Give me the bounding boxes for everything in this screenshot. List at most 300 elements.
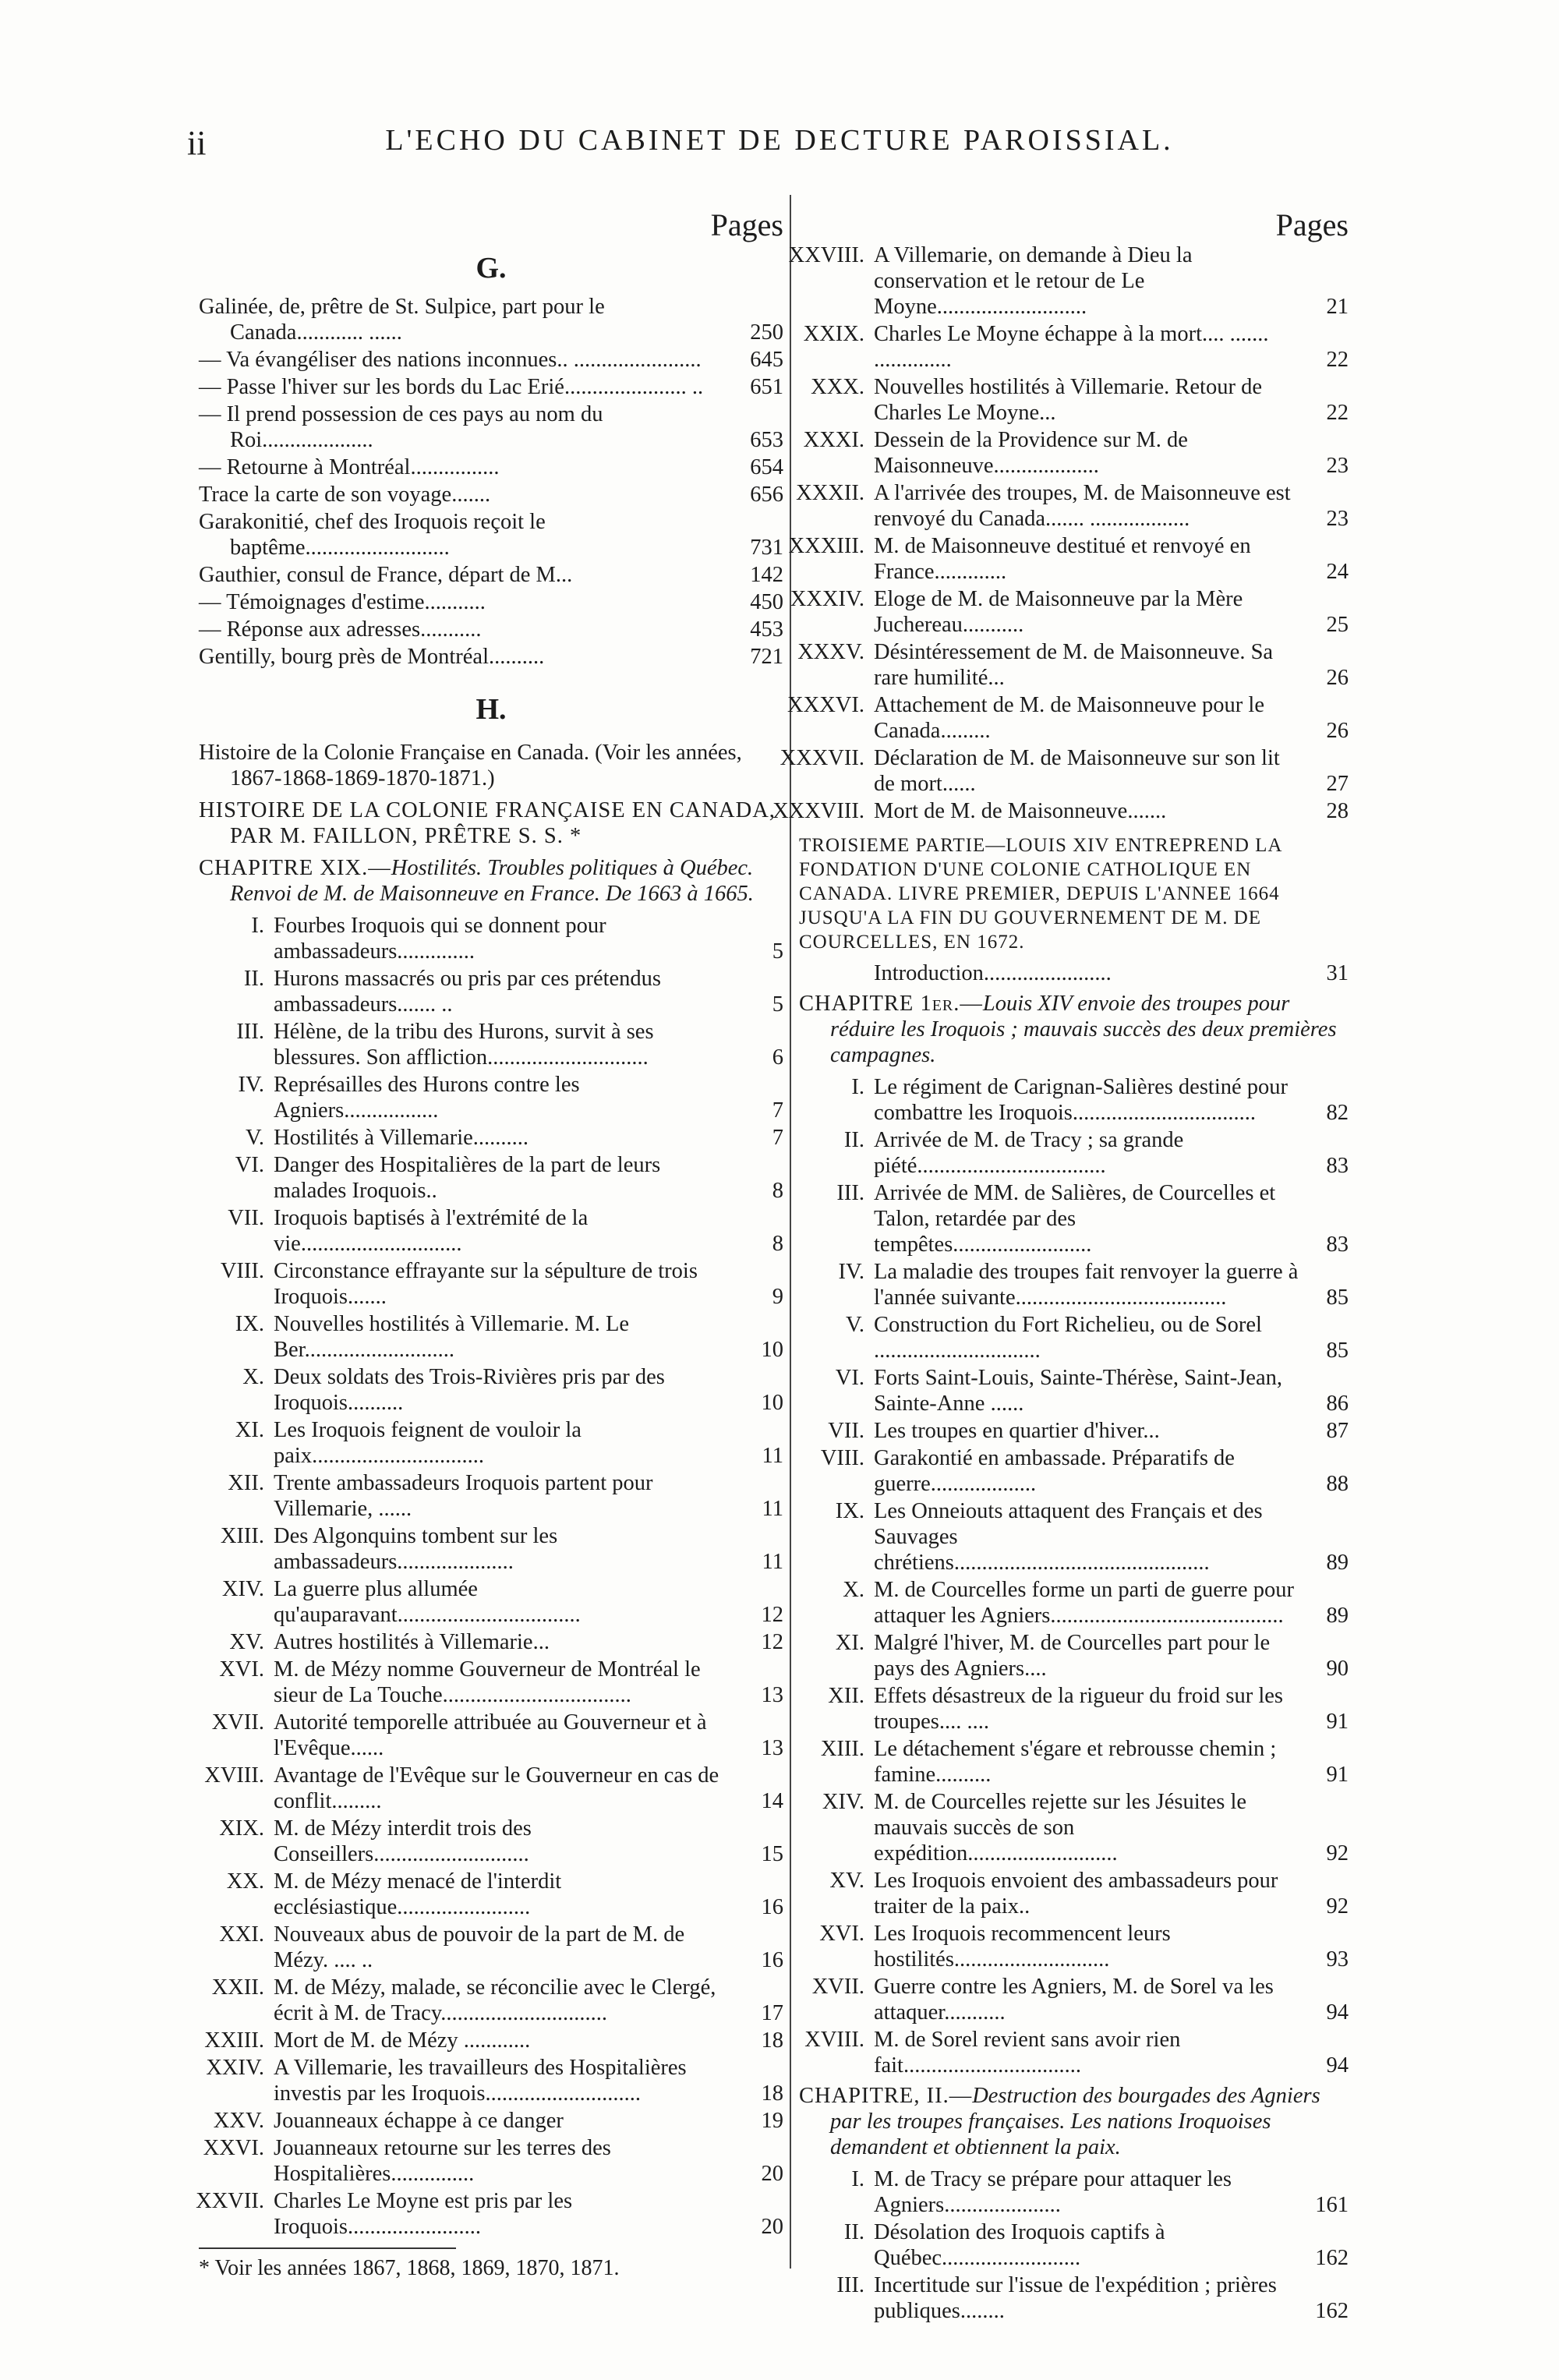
entry-title: — Va évangéliser des nations inconnues.. ....................... [199, 348, 702, 372]
entry-number: VII. [228, 1206, 264, 1230]
page-number: ii [187, 124, 207, 162]
entry-number: XIX. [219, 1816, 264, 1841]
entry-number: XVIII. [204, 1763, 264, 1788]
entry-number: I. [851, 1075, 864, 1099]
entry-text [799, 2166, 1299, 2218]
entry-number: V. [845, 1313, 864, 1337]
index-entry [199, 1417, 783, 1469]
index-entry [199, 294, 783, 345]
entry-title: Eloge de M. de Maisonneuve par la Mère Juchereau........... [874, 587, 1243, 637]
entry-number: XXXV. [797, 640, 864, 664]
entry-text [799, 1974, 1299, 2025]
entry-page: 12 [761, 1630, 783, 1654]
entry-title: Hélène, de la tribu des Hurons, survit à ses blessures. Son affliction............................. [274, 1020, 654, 1070]
entry-text [772, 798, 1299, 824]
entry-text [199, 2028, 734, 2053]
index-entry [199, 1710, 783, 1761]
column-divider [790, 195, 791, 2269]
entry-text [799, 1418, 1299, 1444]
chapter-summary: Hostilités. Troubles politiques à Québec. Renvoi de M. de Maisonneuve en France. De 1663 à 1665. [230, 856, 754, 906]
entry-number: II. [843, 2220, 864, 2244]
entry-text [199, 454, 734, 480]
entry-page: 11 [762, 1497, 783, 1521]
entry-title: A l'arrivée des troupes, M. de Maisonneuve est renvoyé du Canada....... .................. [874, 481, 1291, 531]
entry-page: 86 [1326, 1392, 1349, 1416]
entry-page: 653 [750, 428, 783, 452]
entry-page: 13 [761, 1683, 783, 1707]
entry-text [799, 1868, 1299, 1919]
section-letter-h: H. [475, 693, 507, 726]
entry-page: 16 [761, 1948, 783, 1972]
entry-title: Iroquois baptisés à l'extrémité de la vie............................. [274, 1206, 589, 1256]
entry-text [199, 617, 734, 642]
entry-text [799, 374, 1299, 426]
entry-title: Dessein de la Providence sur M. de Maisonneuve................... [874, 428, 1188, 478]
entry-page: 7 [772, 1126, 783, 1150]
entry-text [199, 1576, 734, 1628]
entry-page: 91 [1326, 1763, 1349, 1787]
entry-text: Introduction....................... [874, 961, 1112, 985]
entry-number: XI. [235, 1418, 264, 1442]
entry-page: 12 [761, 1603, 783, 1627]
index-entry [788, 242, 1349, 320]
left-column [196, 207, 783, 2282]
running-title: L'ECHO DU CABINET DE DECTURE PAROISSIAL. [385, 124, 1174, 157]
index-entry [799, 2166, 1349, 2218]
entry-text [199, 1258, 734, 1310]
entry-text [199, 1816, 734, 1867]
entry-title: Le régiment de Carignan-Salières destiné pour combattre les Iroquois................................. [874, 1075, 1289, 1125]
index-entry [799, 1365, 1349, 1416]
entry-text [199, 2055, 734, 2106]
chapter-xix-items [196, 913, 783, 2240]
chapter-summary: Louis XIV envoie des troupes pour réduire les Iroquois ; mauvais succès des deux premières campagnes. [830, 992, 1337, 1067]
entry-title: Autres hostilités à Villemarie... [274, 1630, 550, 1654]
entry-title: Galinée, de, prêtre de St. Sulpice, part pour le Canada............ ...... [199, 295, 605, 345]
entry-number: XXV. [213, 2109, 264, 2133]
entry-text [799, 2219, 1299, 2271]
entry-title: Jouanneaux échappe à ce danger [274, 2109, 564, 2133]
entry-number: XV. [229, 1630, 264, 1654]
entry-title: M. de Mézy menacé de l'interdit ecclésiastique........................ [274, 1869, 562, 1919]
entry-text [799, 2027, 1299, 2078]
entry-page: 15 [761, 1842, 783, 1866]
index-entry [199, 347, 783, 373]
index-entry [199, 509, 783, 561]
entry-text [199, 1125, 734, 1151]
entry-number: XXVII. [196, 2189, 264, 2213]
entry-number: VI. [235, 1153, 264, 1177]
entry-title: Guerre contre les Agniers, M. de Sorel va les attaquer........... [874, 1975, 1274, 2025]
entry-number: XXIV. [206, 2056, 264, 2080]
entry-page: 31 [1326, 961, 1349, 985]
entry-number: XXII. [211, 1975, 264, 2000]
entry-page: 28 [1326, 799, 1349, 823]
entry-title: Déclaration de M. de Maisonneuve sur son lit de mort...... [874, 746, 1280, 796]
entry-page: 20 [761, 2162, 783, 2186]
entry-title: — Retourne à Montréal................ [199, 455, 500, 479]
entry-number: IV. [238, 1073, 264, 1097]
entry-page: 82 [1326, 1101, 1349, 1125]
chapter-2-items [799, 2166, 1349, 2324]
index-entry [199, 454, 783, 480]
entry-text [796, 480, 1299, 532]
entry-title: Charles Le Moyne est pris par les Iroquois........................ [274, 2189, 573, 2239]
entry-number: XXX. [811, 375, 864, 399]
entry-title: Arrivée de MM. de Salières, de Courcelles et Talon, retardée par des tempêtes......................... [874, 1181, 1276, 1257]
index-entry [199, 2055, 783, 2106]
chapter-summary: Destruction des bourgades des Agniers par les troupes françaises. Les nations Iroquoises demandent et obtiennent la paix. [830, 2084, 1320, 2159]
index-entry [199, 1470, 783, 1522]
entry-number: XVI. [819, 1922, 864, 1946]
entry-title: Représailles des Hurons contre les Agniers................. [274, 1073, 580, 1123]
index-entry [199, 589, 783, 615]
entry-title: Gauthier, consul de France, départ de M... [199, 563, 573, 587]
entry-number: XIV. [221, 1577, 264, 1601]
entry-title: M. de Courcelles rejette sur les Jésuites le mauvais succès de son expédition........................... [874, 1790, 1247, 1865]
entry-title: Avantage de l'Evêque sur le Gouverneur en cas de conflit......... [274, 1763, 719, 1813]
index-entry [199, 1922, 783, 1973]
entry-title: A Villemarie, on demande à Dieu la conservation et le retour de Le Moyne........................... [874, 243, 1193, 319]
entry-title: Mort de M. de Mézy ............ [274, 2028, 531, 2053]
entry-number: X. [242, 1365, 264, 1389]
index-entry [799, 1498, 1349, 1575]
entry-title: La guerre plus allumée qu'auparavant................................. [274, 1577, 581, 1627]
entry-page: 721 [750, 645, 783, 669]
entry-page: 250 [750, 320, 783, 345]
entry-text [199, 1205, 734, 1257]
entry-page: 450 [750, 590, 783, 614]
index-entry [799, 1736, 1349, 1788]
index-entry [799, 2272, 1349, 2324]
entry-number: XV. [829, 1869, 864, 1893]
entry-number: XXVIII. [788, 243, 864, 267]
index-entry [199, 1125, 783, 1151]
entry-page: 90 [1326, 1657, 1349, 1681]
entry-title: Hostilités à Villemarie.......... [274, 1126, 529, 1150]
entry-page: 25 [1326, 613, 1349, 637]
entry-page: 91 [1326, 1710, 1349, 1734]
entry-text [788, 242, 1299, 320]
section-letter-g: G. [475, 252, 507, 285]
index-entry [199, 966, 783, 1017]
index-entry [788, 533, 1349, 585]
index-entry [799, 427, 1349, 479]
entry-title: Danger des Hospitalières de la part de leurs malades Iroquois.. [274, 1153, 661, 1203]
entry-page: 22 [1326, 401, 1349, 425]
entry-title: Nouvelles hostilités à Villemarie. M. Le Ber........................... [274, 1312, 630, 1362]
entry-page: 656 [750, 483, 783, 507]
entry-page: 16 [761, 1895, 783, 1919]
entry-page: 87 [1326, 1419, 1349, 1443]
entry-page: 645 [750, 348, 783, 372]
entry-page: 23 [1326, 454, 1349, 478]
entry-text [199, 482, 734, 507]
pages-label: Pages [710, 207, 783, 242]
entry-text [199, 1523, 734, 1575]
entry-number: V. [245, 1126, 264, 1150]
entry-page: 26 [1326, 666, 1349, 690]
entry-page: 5 [772, 992, 783, 1017]
footnote: * Voir les années 1867, 1868, 1869, 1870, 1871. [199, 2256, 620, 2280]
entry-page: 8 [772, 1232, 783, 1256]
entry-page: 14 [761, 1789, 783, 1813]
entry-number: VIII. [220, 1259, 264, 1283]
index-entry [199, 1072, 783, 1123]
index-entry [772, 798, 1349, 824]
entry-text [199, 347, 734, 373]
entry-text [799, 1180, 1299, 1257]
entry-title: M. de Mézy nomme Gouverneur de Montréal le sieur de La Touche.................................. [274, 1657, 701, 1707]
entry-title: M. de Mézy, malade, se réconcilie avec le Clergé, écrit à M. de Tracy.............................. [274, 1975, 716, 2025]
chapter-xix-items-continued [772, 242, 1349, 824]
index-entry [199, 617, 783, 642]
entry-text [199, 1417, 734, 1469]
entry-text [199, 401, 734, 453]
entry-number: XII. [828, 1684, 864, 1708]
index-entry [799, 1577, 1349, 1629]
entry-text [799, 1577, 1299, 1629]
entry-text [799, 1630, 1299, 1682]
entry-title: Désintéressement de M. de Maisonneuve. Sa rare humilité... [874, 640, 1274, 690]
entry-number: III. [236, 1020, 264, 1044]
entry-number: VI. [835, 1366, 864, 1390]
entry-number: XX. [226, 1869, 264, 1894]
entry-title: Incertitude sur l'issue de l'expédition ; prières publiques........ [874, 2273, 1277, 2323]
entry-page: 7 [772, 1098, 783, 1123]
entry-number: XXIII. [204, 2028, 264, 2053]
entry-title: Le détachement s'égare et rebrousse chemin ; famine.......... [874, 1737, 1277, 1787]
entry-number: III. [836, 2273, 864, 2297]
entry-title: Fourbes Iroquois qui se donnent pour ambassadeurs.............. [274, 914, 606, 964]
entry-number: XXXVII. [780, 746, 864, 770]
entry-number: IV. [838, 1260, 864, 1284]
entry-page: 26 [1326, 719, 1349, 743]
entry-number: II. [843, 1128, 864, 1152]
entry-text [787, 692, 1299, 744]
entry-title: Les Onneiouts attaquent des Français et des Sauvages chrétiens.............................................. [874, 1499, 1263, 1575]
entry-text [199, 589, 734, 615]
entry-title: Trace la carte de son voyage....... [199, 483, 491, 507]
chapter-1-items [799, 1074, 1349, 2078]
entry-number: XXXI. [803, 428, 864, 452]
entry-title: Garakonitié, chef des Iroquois reçoit le baptême.......................... [199, 510, 546, 560]
entry-text [799, 1445, 1299, 1497]
entry-title: Jouanneaux retourne sur les terres des Hospitalières............... [274, 2136, 611, 2186]
entry-number: I. [251, 914, 264, 938]
introduction-entry [799, 960, 1349, 986]
index-entry [799, 1974, 1349, 2025]
entry-page: 92 [1326, 1841, 1349, 1865]
entry-title: M. de Courcelles forme un parti de guerre pour attaquer les Agniers.......................................... [874, 1578, 1294, 1628]
entry-title: Des Algonquins tombent sur les ambassadeurs..................... [274, 1524, 558, 1574]
entry-text [799, 639, 1299, 691]
index-entry [199, 374, 783, 400]
entry-title: A Villemarie, les travailleurs des Hospitalières investis par les Iroquois............................ [274, 2056, 687, 2106]
index-entry [199, 1311, 783, 1363]
index-entry [199, 401, 783, 453]
chapter-label: CHAPITRE, II.— [799, 2084, 973, 2108]
entry-page: 19 [761, 2109, 783, 2133]
entry-title: La maladie des troupes fait renvoyer la guerre à l'année suivante...................................... [874, 1260, 1299, 1310]
index-entry [799, 1868, 1349, 1919]
entry-page: 88 [1326, 1472, 1349, 1496]
entry-title: Les Iroquois recommencent leurs hostilités............................ [874, 1922, 1171, 1972]
index-entry [199, 1152, 783, 1204]
index-g-list [199, 294, 783, 670]
index-entry [199, 1258, 783, 1310]
entry-text [788, 533, 1299, 585]
entry-page: 92 [1326, 1894, 1349, 1918]
page-header [0, 123, 1559, 170]
entry-title: Les troupes en quartier d'hiver... [874, 1419, 1160, 1443]
entry-title: M. de Maisonneuve destitué et renvoyé en France............. [874, 534, 1251, 584]
index-entry [799, 1418, 1349, 1444]
h-intro: Histoire de la Colonie Française en Canada. (Voir les années, 1867-1868-1869-1870-1871.) [199, 741, 742, 790]
entry-text [199, 1152, 734, 1204]
entry-text [199, 562, 734, 588]
entry-text [199, 644, 734, 670]
entry-page: 83 [1326, 1154, 1349, 1178]
footnote-rule [199, 2247, 456, 2249]
entry-page: 18 [761, 2081, 783, 2106]
entry-number: XVII. [811, 1975, 864, 1999]
entry-text [799, 1074, 1299, 1126]
entry-page: 9 [772, 1285, 783, 1309]
entry-number: XII. [228, 1471, 264, 1495]
index-entry [199, 1523, 783, 1575]
entry-page: 94 [1326, 2000, 1349, 2025]
entry-text [199, 2135, 734, 2187]
index-entry [799, 321, 1349, 373]
index-entry [799, 374, 1349, 426]
index-entry [199, 1364, 783, 1416]
index-entry [799, 2219, 1349, 2271]
entry-number: I. [851, 2167, 864, 2191]
entry-page: 654 [750, 455, 783, 479]
entry-page: 18 [761, 2028, 783, 2053]
entry-text [199, 509, 734, 561]
entry-page: 731 [750, 536, 783, 560]
index-entry [799, 1259, 1349, 1310]
entry-text [799, 1312, 1299, 1363]
entry-page: 17 [761, 2001, 783, 2025]
entry-text [799, 1498, 1299, 1575]
entry-number: X. [843, 1578, 864, 1602]
entry-title: Gentilly, bourg près de Montréal.......... [199, 645, 545, 669]
index-entry [199, 1763, 783, 1814]
entry-text [199, 966, 734, 1017]
pages-label: Pages [1275, 207, 1349, 242]
entry-number: XXVI. [203, 2136, 264, 2160]
chapter-label: CHAPITRE XIX.— [199, 856, 391, 880]
entry-title: Mort de M. de Maisonneuve....... [874, 799, 1167, 823]
entry-number: XXXIV. [790, 587, 864, 611]
chapter-label: CHAPITRE 1er.— [799, 992, 983, 1016]
index-entry [799, 2027, 1349, 2078]
index-entry [799, 639, 1349, 691]
entry-title: Circonstance effrayante sur la sépulture de trois Iroquois....... [274, 1259, 698, 1309]
entry-text [199, 1869, 734, 1920]
entry-page: 89 [1326, 1551, 1349, 1575]
entry-number: XIII. [820, 1737, 864, 1761]
index-entry [799, 1789, 1349, 1866]
entry-title: M. de Mézy interdit trois des Conseillers............................ [274, 1816, 532, 1866]
entry-number: XXXII. [796, 481, 864, 505]
entry-number: XIV. [822, 1790, 864, 1814]
entry-text [196, 2188, 734, 2240]
entry-number: XI. [835, 1631, 864, 1655]
entry-text [199, 913, 734, 964]
entry-page: 651 [750, 375, 783, 399]
entry-number: VIII. [820, 1446, 864, 1470]
index-entry [196, 2188, 783, 2240]
entry-text [199, 294, 734, 345]
entry-text [799, 1789, 1299, 1866]
h-title: HISTOIRE DE LA COLONIE FRANÇAISE EN CANADA, PAR M. FAILLON, PRÊTRE S. S. * [199, 798, 776, 848]
entry-page: 13 [761, 1736, 783, 1760]
entry-title: Deux soldats des Trois-Rivières pris par des Iroquois.......... [274, 1365, 665, 1415]
index-entry [799, 1921, 1349, 1972]
entry-page: 22 [1326, 348, 1349, 372]
index-entry [780, 745, 1349, 797]
entry-number: XXIX. [803, 322, 864, 346]
entry-page: 162 [1315, 2246, 1349, 2270]
entry-number: XXI. [219, 1922, 264, 1947]
entry-text [199, 374, 734, 400]
index-entry [199, 1975, 783, 2026]
index-entry [199, 2028, 783, 2053]
chapter-2-heading [799, 2083, 1349, 2160]
part-heading: TROISIEME PARTIE—LOUIS XIV ENTREPREND LA FONDATION D'UNE COLONIE CATHOLIQUE EN CANADA. LIVRE PREMIER, DEPUIS L'ANNEE 1664 JUSQU'A LA FIN DU GOUVERNEMENT DE M. DE COURCELLES, EN 1672. [799, 835, 1282, 953]
entry-title: — Passe l'hiver sur les bords du Lac Erié...................... .. [199, 375, 704, 399]
entry-text [199, 1629, 734, 1655]
entry-text [799, 1736, 1299, 1788]
entry-page: 24 [1326, 560, 1349, 584]
entry-title: Désolation des Iroquois captifs à Québec......................... [874, 2220, 1165, 2270]
index-entry [199, 1629, 783, 1655]
entry-page: 85 [1326, 1339, 1349, 1363]
entry-text [799, 2272, 1299, 2324]
entry-text [199, 1922, 734, 1973]
entry-page: 162 [1315, 2299, 1349, 2323]
entry-title: Hurons massacrés ou pris par ces prétendus ambassadeurs....... .. [274, 967, 662, 1017]
entry-text [199, 1019, 734, 1070]
index-entry [799, 1312, 1349, 1363]
entry-page: 21 [1326, 295, 1349, 319]
entry-number: XXXIII. [788, 534, 864, 558]
entry-title: Trente ambassadeurs Iroquois partent pour Villemarie, ...... [274, 1471, 653, 1521]
entry-title: Garakontié en ambassade. Préparatifs de guerre................... [874, 1446, 1235, 1496]
entry-title: Charles Le Moyne échappe à la mort.... ....... .............. [874, 322, 1269, 372]
entry-text [799, 1683, 1299, 1735]
index-entry [199, 1205, 783, 1257]
entry-text [790, 586, 1299, 638]
entry-text [199, 1364, 734, 1416]
entry-number: III. [836, 1181, 864, 1205]
entry-page: 27 [1326, 772, 1349, 796]
entry-text [780, 745, 1299, 797]
entry-number: VII. [828, 1419, 864, 1443]
entry-text [799, 1259, 1299, 1310]
entry-title: Les Iroquois feignent de vouloir la paix............................... [274, 1418, 582, 1468]
entry-text [199, 1470, 734, 1522]
entry-page: 94 [1326, 2053, 1349, 2078]
entry-text [199, 1072, 734, 1123]
entry-text [799, 1365, 1299, 1416]
entry-page: 142 [750, 563, 783, 587]
entry-text [199, 1975, 734, 2026]
